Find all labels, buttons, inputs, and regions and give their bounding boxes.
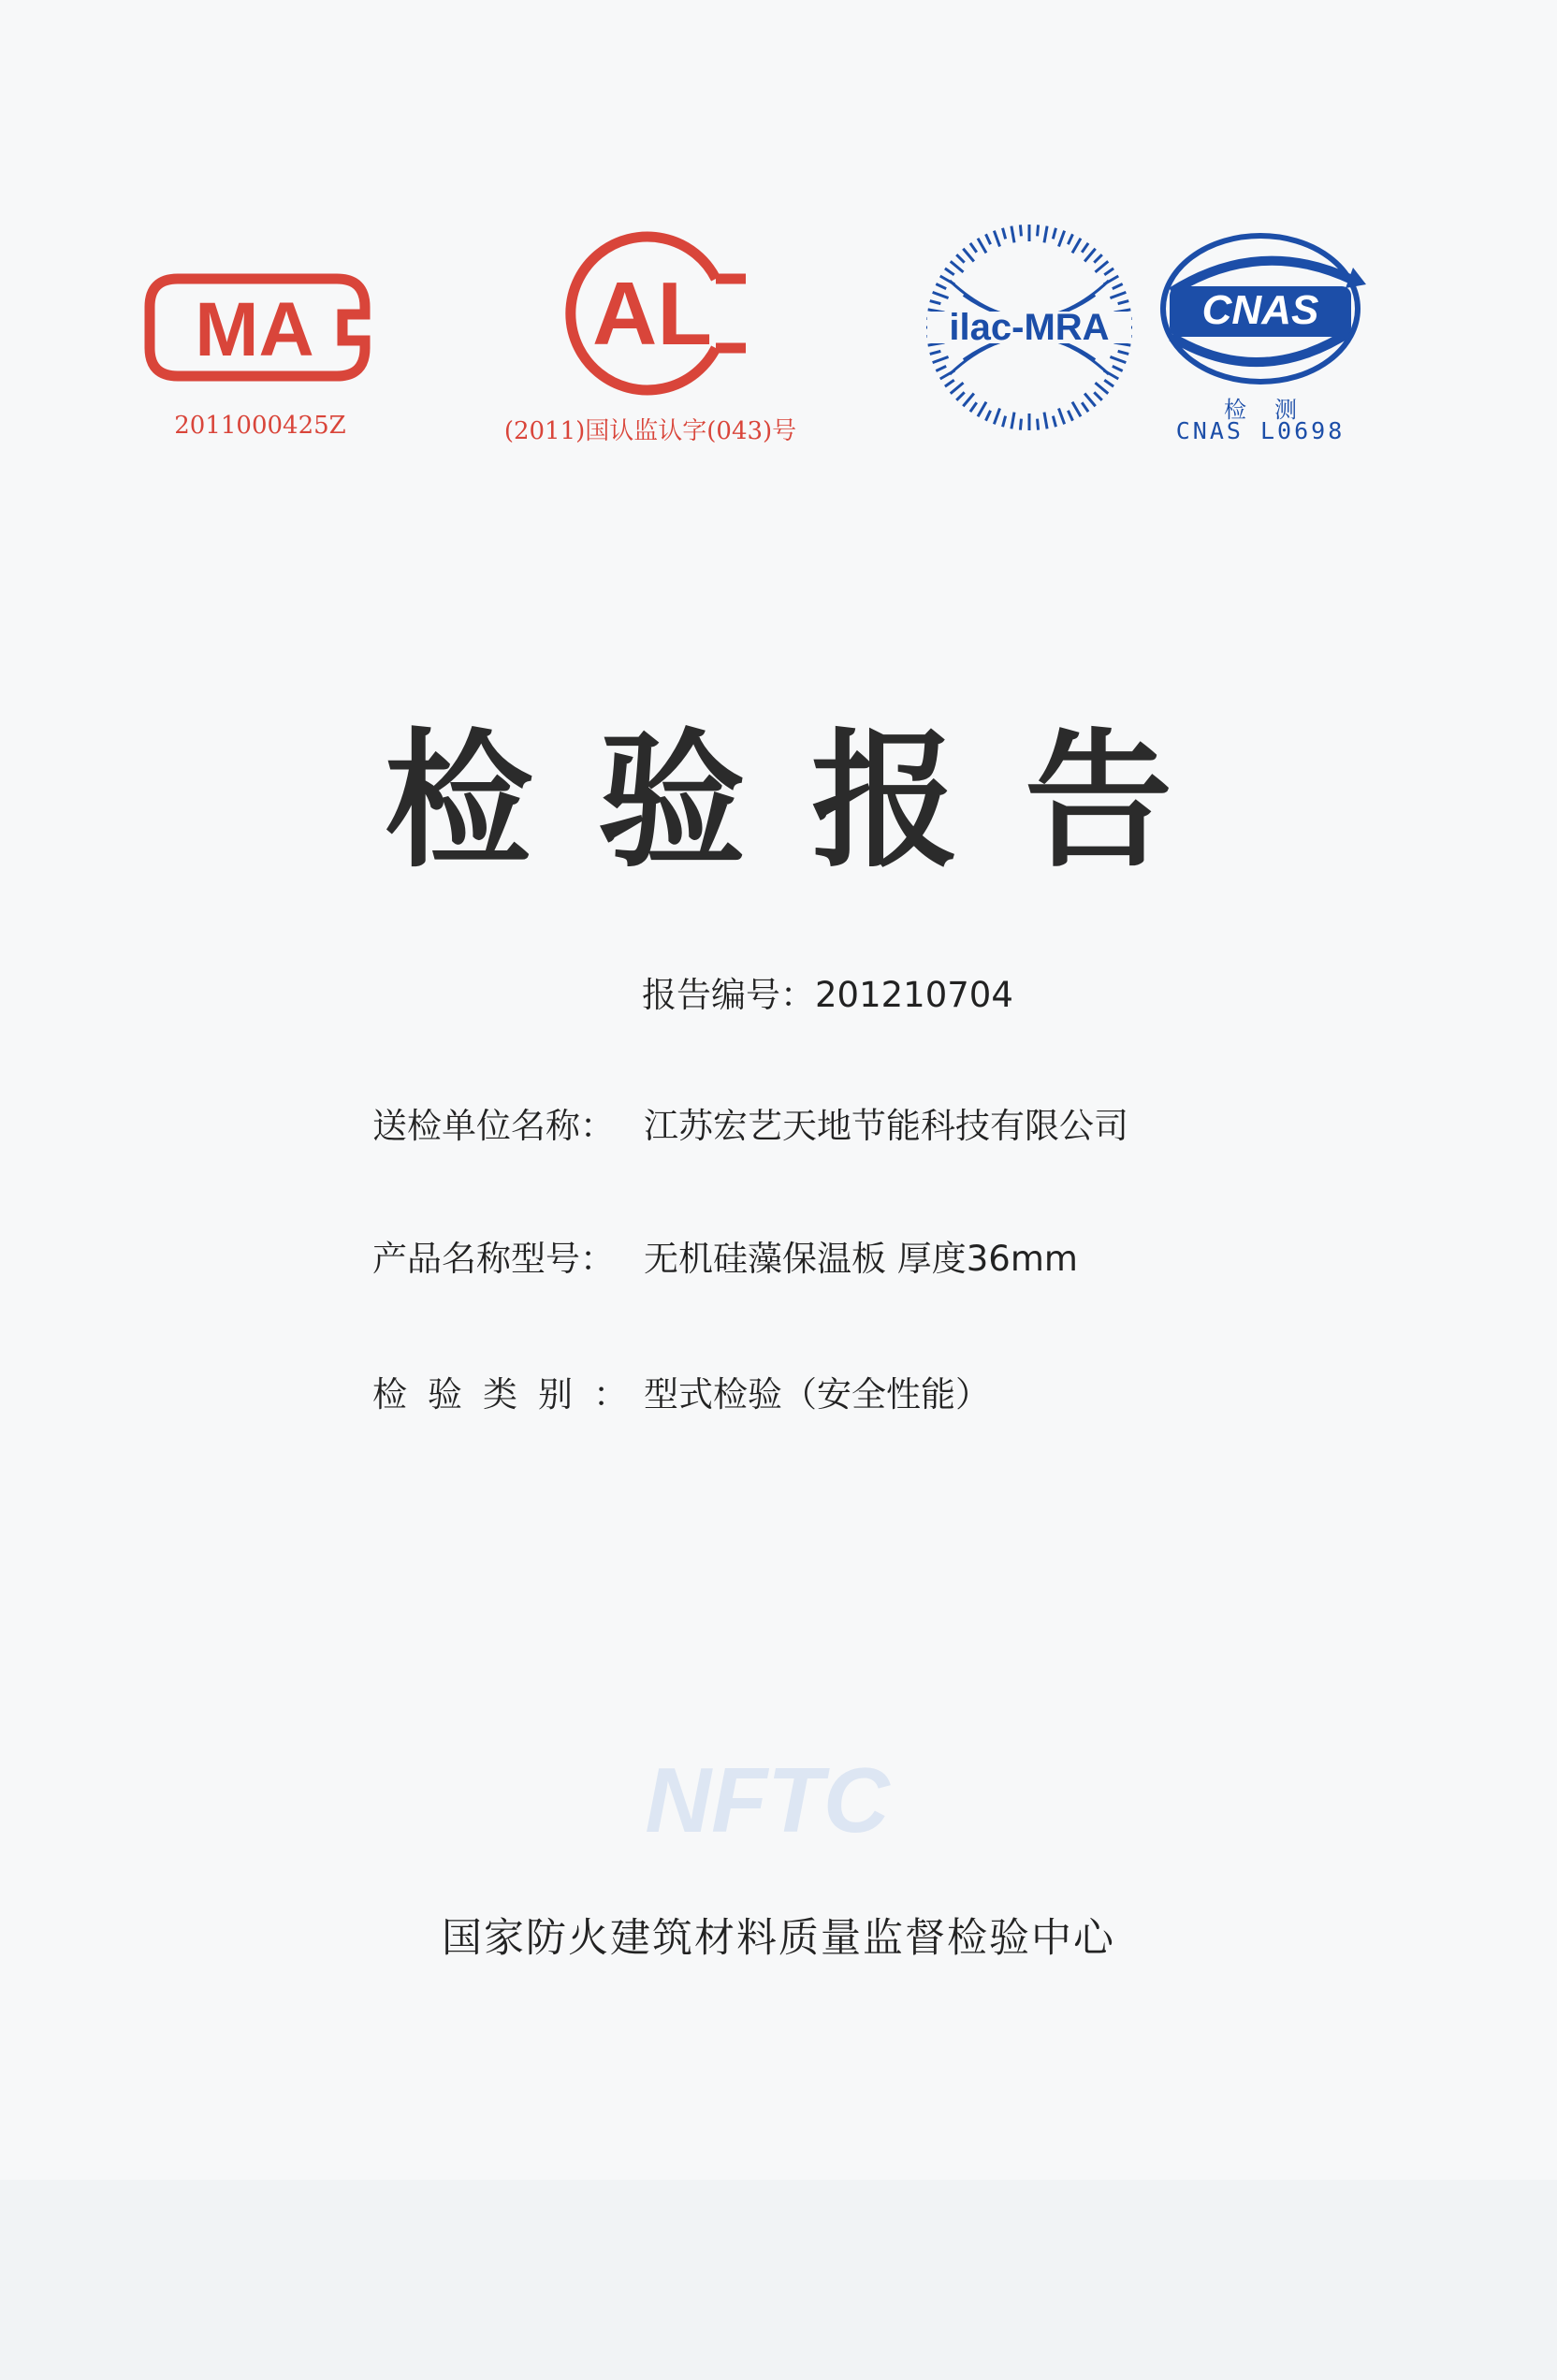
ilac-ray [978,402,986,417]
report-title: 检验报告 [385,716,1238,888]
cma-logo [140,262,380,393]
ilac-ray [994,408,999,424]
cnas-number: CNAS L0698 [1175,417,1346,444]
ilac-ray [1038,419,1039,430]
cal-number: (2011)国认监认字(043)号 [503,417,797,445]
issuing-center: 国家防火建筑材料质量监督检验中心 [442,1915,1115,1962]
inspection-type-value: 型式检验（安全性能） [644,1374,990,1415]
ilac-mra-logo [922,220,1137,435]
page-bottom-band [0,2180,1557,2380]
ilac-ray [1110,356,1126,362]
ilac-ray [1020,225,1021,236]
ilac-ray [986,234,991,244]
ilac-ray [1044,413,1047,429]
ilac-ray [1053,228,1055,239]
ilac-ray [978,239,986,254]
product-value: 无机硅藻保温板 厚度36mm [644,1239,1078,1279]
ilac-ray [933,356,949,362]
ilac-ray [945,268,954,275]
cnas-mark-text: CNAS [1201,287,1319,333]
ilac-ray [963,249,974,262]
ilac-ray [1104,380,1113,386]
ilac-ray [1094,392,1101,399]
ilac-ray [1082,402,1088,412]
cal-mark-text: AL [592,264,712,364]
ilac-ray [1110,292,1126,298]
cnas-logo [1153,226,1368,390]
ilac-ray [1011,226,1014,243]
ilac-ray [1072,402,1081,417]
ilac-ray [936,284,946,289]
ilac-ray [936,366,946,370]
ilac-ray [930,301,941,304]
ilac-ray [1068,411,1072,421]
ilac-ray [1084,249,1096,262]
ilac-mark-text: ilac-MRA [949,307,1110,348]
ilac-ray [1058,231,1064,247]
ilac-ray [1095,383,1108,394]
client-field [372,1097,1128,1148]
ilac-ray [1003,416,1006,428]
client-value: 江苏宏艺天地节能科技有限公司 [644,1106,1128,1146]
ilac-ray [1118,301,1129,304]
ilac-ray [956,392,964,399]
ilac-ray [1084,393,1096,406]
nftc-watermark-text: NFTC [645,1749,890,1851]
ilac-ray [970,243,977,253]
ilac-ray [1068,234,1072,244]
ilac-ray [951,383,964,394]
client-label: 送检单位名称： [372,1106,615,1146]
ilac-ray [1020,419,1021,430]
inspection-type-label: 检验类别： [372,1374,648,1415]
nftc-watermark [599,1749,936,1852]
ilac-ray [1094,254,1101,262]
ilac-ray [1082,243,1088,253]
ilac-ray [1113,366,1123,370]
product-field [372,1230,1078,1281]
report-number-value: 201210704 [815,975,1013,1015]
ilac-ray [930,351,941,354]
ilac-ray [1003,228,1006,239]
ilac-ray [986,411,991,421]
ilac-ray [1118,351,1129,354]
ilac-ray [1113,284,1123,289]
ilac-ray [1053,416,1055,428]
cal-logo [547,225,753,402]
cnas-detect-label: 检测 [1224,397,1325,423]
ilac-ray [1072,239,1081,254]
ilac-ray [933,292,949,298]
ilac-ray [945,380,954,386]
report-number-label: 报告编号： [642,975,815,1015]
ilac-ray [1095,261,1108,272]
ilac-ray [1011,413,1014,429]
ilac-ray [994,231,999,247]
report-number-field [642,966,1013,1017]
ilac-ray [956,254,964,262]
ilac-ray [1044,226,1047,243]
product-label: 产品名称型号： [372,1239,615,1279]
ilac-ray [963,393,974,406]
ilac-ray [970,402,977,412]
cma-mark-text: MA [195,287,314,372]
ilac-ray [1038,225,1039,236]
inspection-type-field [372,1366,990,1416]
cma-number: 2011000425Z [174,412,346,440]
ilac-ray [951,261,964,272]
ilac-ray [1104,268,1113,275]
ilac-ray [1058,408,1064,424]
